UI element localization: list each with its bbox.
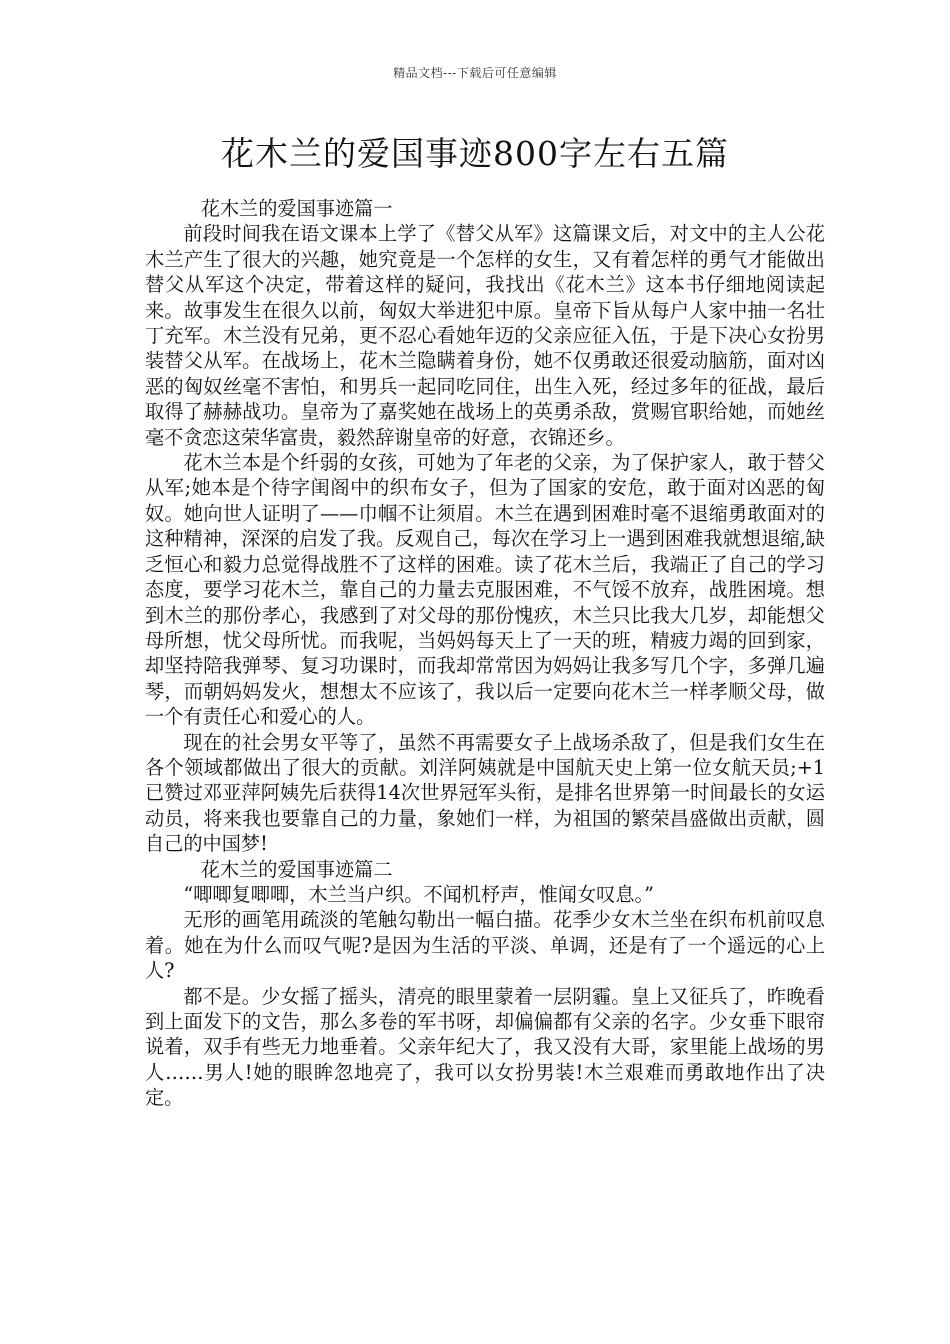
paragraph-3: 现在的社会男女平等了，虽然不再需要女子上战场杀敌了，但是我们女生在各个领域都做出了很大的贡献。刘洋阿姨就是中国航天史上第一位女航天员;+1已赞过邓亚萍阿姨先后获得14次世界冠军头衔，是排名世界第一时间最长的女运动员，将来我也要靠自己的力量，象她们一样，为祖国的繁荣昌盛做出贡献，圆自己的中国梦!: [145, 730, 825, 856]
document-body: [145, 196, 825, 1111]
paragraph-quote: “唧唧复唧唧，木兰当户织。不闻机杼声，惟闻女叹息。”: [183, 882, 654, 906]
section-heading-2: 花木兰的爱国事迹篇二: [200, 857, 393, 881]
page-header-watermark: 精品文档---下载后可任意编辑: [393, 66, 557, 80]
section-heading-1: 花木兰的爱国事迹篇一: [200, 197, 393, 220]
paragraph-2: 花木兰本是个纤弱的女孩，可她为了年老的父亲，为了保护家人，敢于替父从军;她本是个待字闺阁中的织布女子，但为了国家的安危，敢于面对凶恶的匈奴。她向世人证明了——巾帼不让须眉。木兰在遇到困难时毫不退缩勇敢面对的这种精神，深深的启发了我。反观自己，每次在学习上一遇到困难我就想退缩,缺乏恒心和毅力总觉得战胜不了这样的困难。读了花木兰后，我端正了自己的学习态度，要学习花木兰，靠自己的力量去克服困难，不气馁不放弃，战胜困境。想到木兰的那份孝心，我感到了对父母的那份愧疚，木兰只比我大几岁，却能想父母所想，忧父母所忧。而我呢，当妈妈每天上了一天的班，精疲力竭的回到家，却坚持陪我弹琴、复习功课时，而我却常常因为妈妈让我多写几个字，多弹几遍琴，而朝妈妈发火，想想太不应该了，我以后一定要向花木兰一样孝顺父母，做一个有责任心和爱心的人。: [145, 451, 825, 729]
document-title: 花木兰的爱国事迹800字左右五篇: [221, 134, 729, 173]
paragraph-4: 无形的画笔用疏淡的笔触勾勒出一幅白描。花季少女木兰坐在织布机前叹息着。她在为什么而叹气呢?是因为生活的平淡、单调，还是有了一个遥远的心上人?: [145, 908, 825, 983]
paragraph-1: 前段时间我在语文课本上学了《替父从军》这篇课文后，对文中的主人公花木兰产生了很大的兴趣，她究竟是一个怎样的女生，又有着怎样的勇气才能做出替父从军这个决定，带着这样的疑问，我找出《花木兰》这本书仔细地阅读起来。故事发生在很久以前，匈奴大举进犯中原。皇帝下旨从每户人家中抽一名壮丁充军。木兰没有兄弟，更不忍心看她年迈的父亲应征入伍，于是下决心女扮男装替父从军。在战场上，花木兰隐瞒着身份，她不仅勇敢还很爱动脑筋，面对凶恶的匈奴丝毫不害怕，和男兵一起同吃同住，出生入死，经过多年的征战，最后取得了赫赫战功。皇帝为了嘉奖她在战场上的英勇杀敌，赏赐官职给她，而她丝毫不贪恋这荣华富贵，毅然辞谢皇帝的好意，衣锦还乡。: [145, 222, 825, 449]
paragraph-5: 都不是。少女摇了摇头，清亮的眼里蒙着一层阴霾。皇上又征兵了，昨晚看到上面发下的文告，那么多卷的军书呀，却偏偏都有父亲的名字。少女垂下眼帘说着，双手有些无力地垂着。父亲年纪大了，我又没有大哥，家里能上战场的男人……男人!她的眼眸忽地亮了，我可以女扮男装!木兰艰难而勇敢地作出了决定。: [145, 984, 825, 1110]
